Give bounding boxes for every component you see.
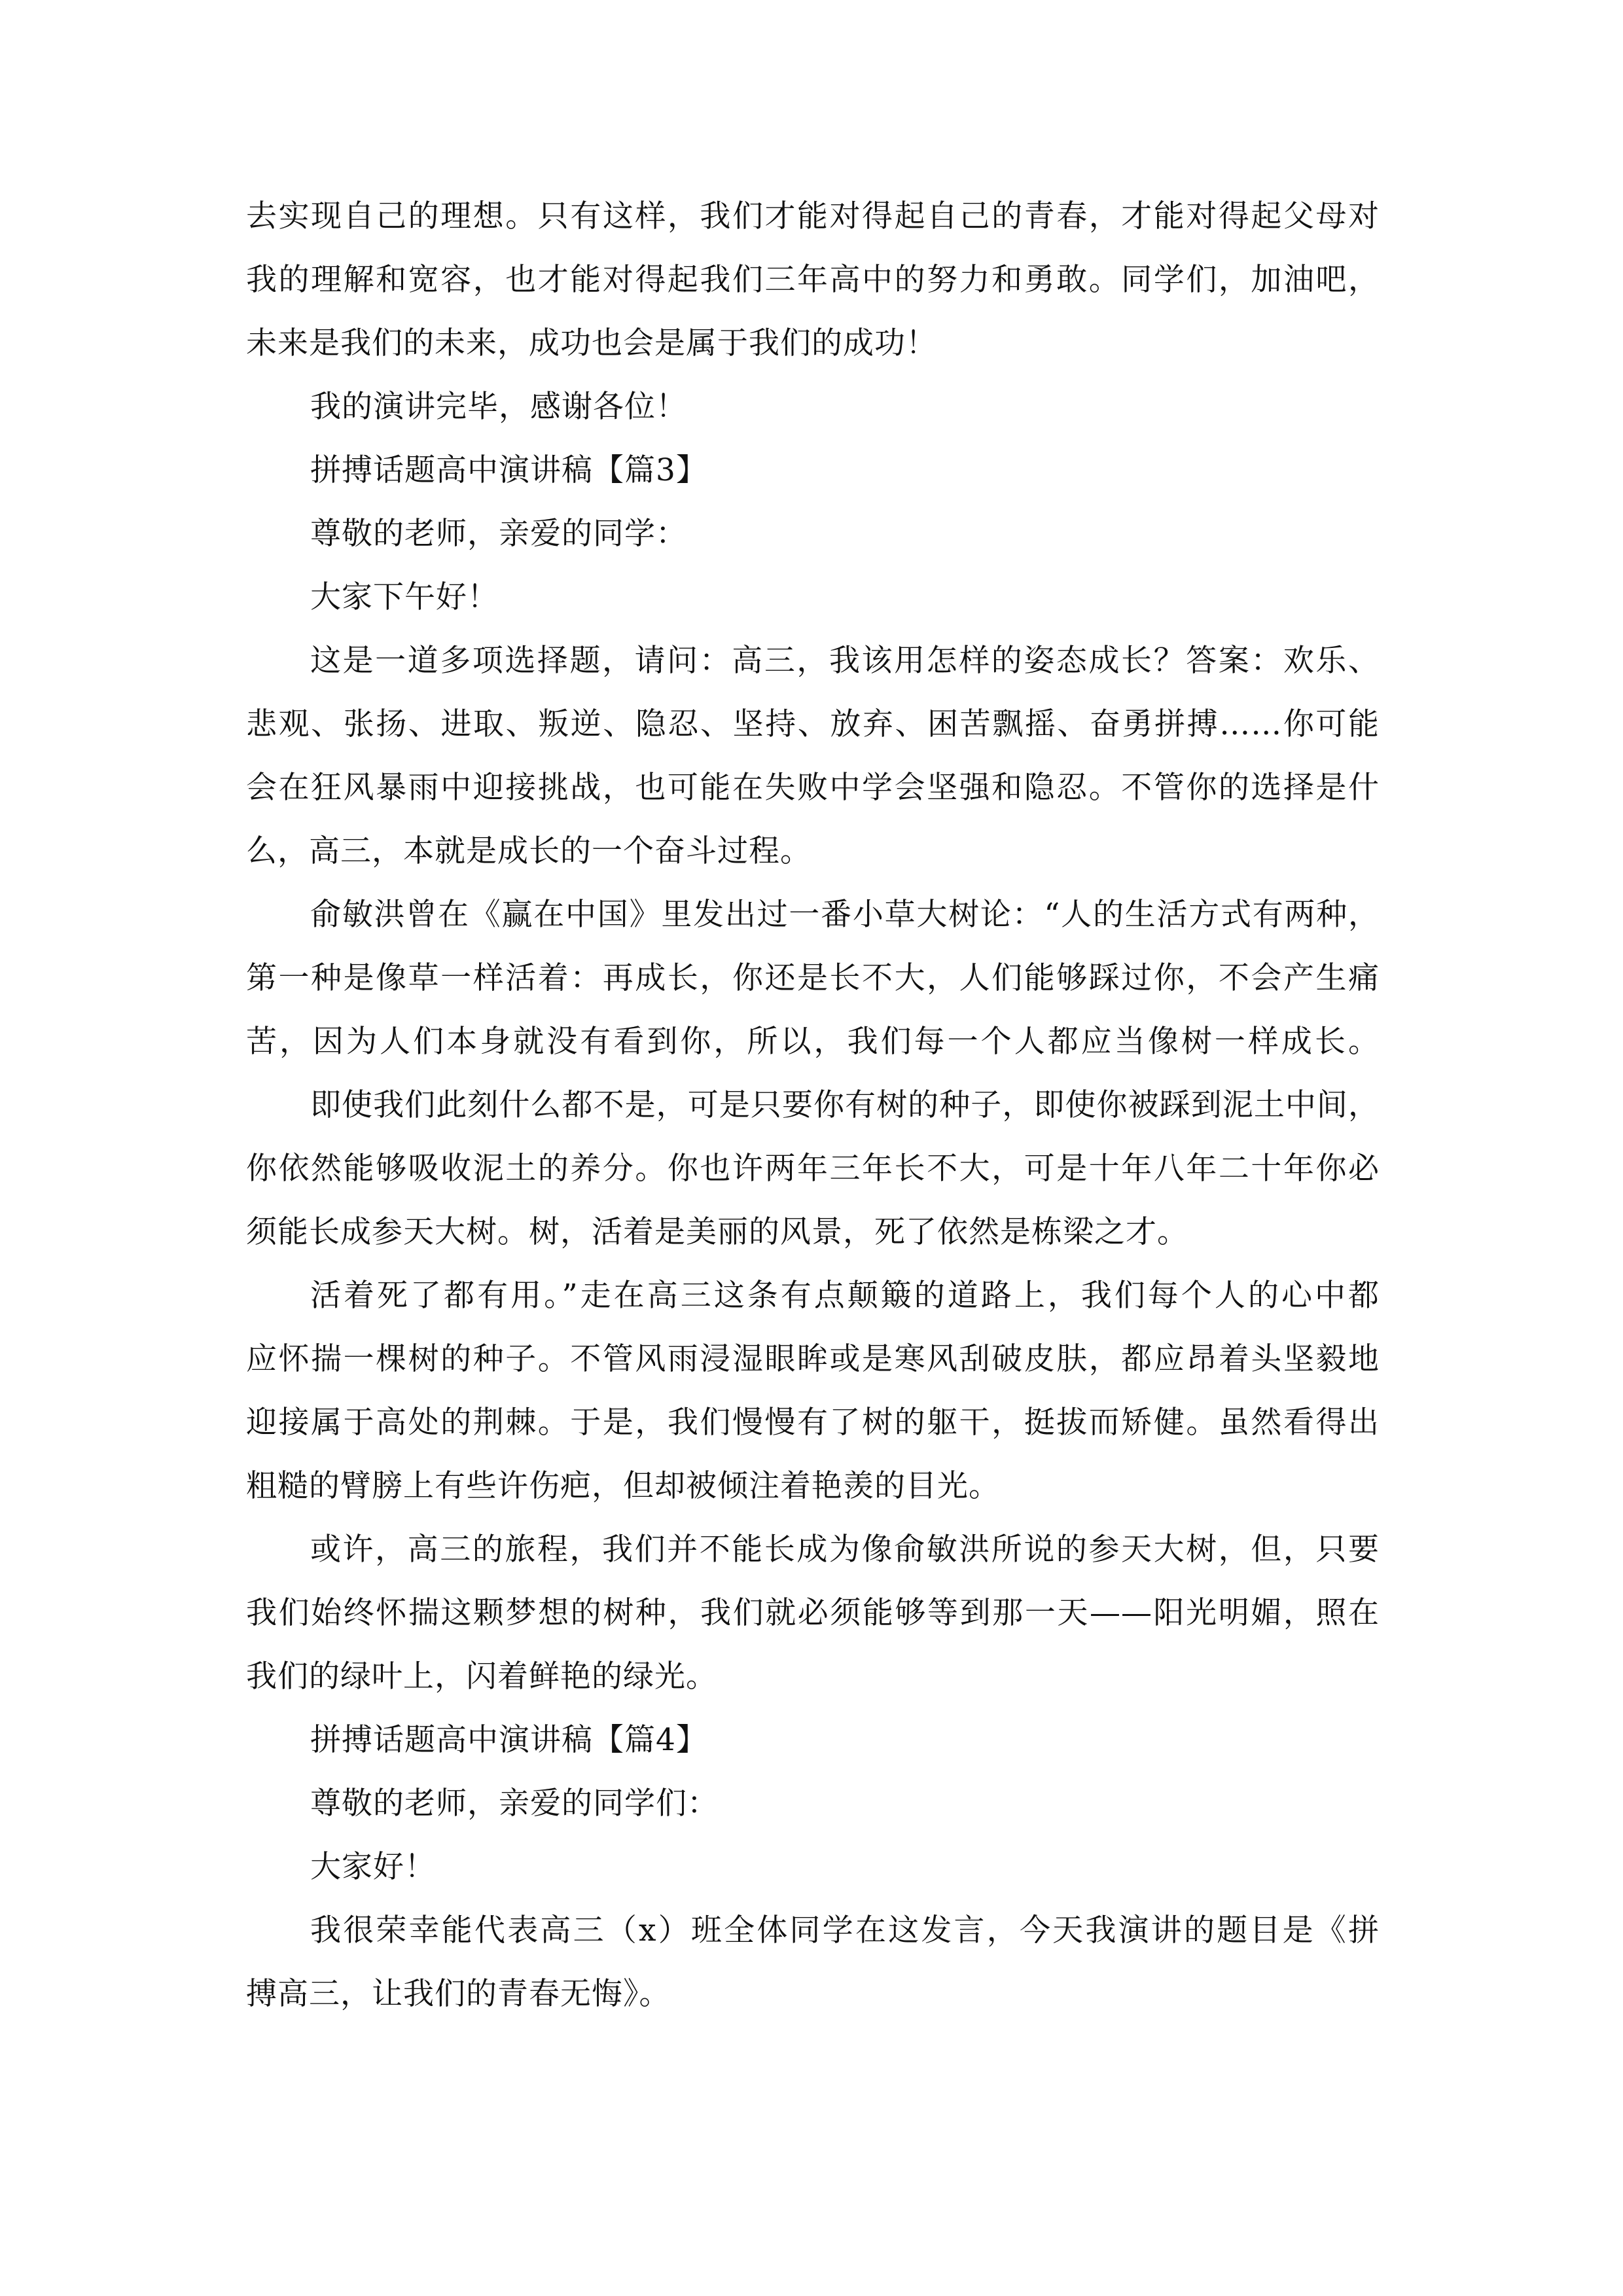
text-line: 迎接属于高处的荆棘。于是，我们慢慢有了树的躯干，挺拔而矫健。虽然看得出 bbox=[246, 1405, 1380, 1441]
salutation: 尊敬的老师，亲爱的同学： bbox=[310, 516, 687, 552]
salutation: 尊敬的老师，亲爱的同学们： bbox=[310, 1785, 719, 1821]
text-line: 须能长成参天大树。树，活着是美丽的风景，死了依然是栋梁之才。 bbox=[246, 1214, 1188, 1250]
text-line: 我的演讲完毕，感谢各位！ bbox=[310, 389, 687, 425]
text-line: 即使我们此刻什么都不是，可是只要你有树的种子，即使你被踩到泥土中间， bbox=[310, 1087, 1380, 1123]
text-line: 我们始终怀揣这颗梦想的树种，我们就必须能够等到那一天——阳光明媚，照在 bbox=[246, 1595, 1380, 1631]
text-line: 苦，因为人们本身就没有看到你，所以，我们每一个人都应当像树一样成长。 bbox=[246, 1024, 1380, 1060]
text-line: 活着死了都有用。”走在高三这条有点颠簸的道路上，我们每个人的心中都 bbox=[310, 1278, 1380, 1314]
text-line: 你依然能够吸收泥土的养分。你也许两年三年长不大，可是十年八年二十年你必 bbox=[246, 1151, 1380, 1187]
text-line: 悲观、张扬、进取、叛逆、隐忍、坚持、放弃、困苦飘摇、奋勇拼搏……你可能 bbox=[246, 706, 1380, 742]
text-line: 第一种是像草一样活着：再成长，你还是长不大，人们能够踩过你，不会产生痛 bbox=[246, 960, 1380, 996]
greeting: 大家好！ bbox=[310, 1849, 436, 1885]
text-line: 去实现自己的理想。只有这样，我们才能对得起自己的青春，才能对得起父母对 bbox=[246, 198, 1380, 234]
section-heading: 拼搏话题高中演讲稿【篇4】 bbox=[310, 1722, 707, 1758]
text-line: 或许，高三的旅程，我们并不能长成为像俞敏洪所说的参天大树，但，只要 bbox=[310, 1532, 1380, 1568]
text-line: 么，高三，本就是成长的一个奋斗过程。 bbox=[246, 833, 812, 869]
section-heading: 拼搏话题高中演讲稿【篇3】 bbox=[310, 452, 707, 488]
text-line: 未来是我们的未来，成功也会是属于我们的成功！ bbox=[246, 325, 937, 361]
text-line: 俞敏洪曾在《赢在中国》里发出过一番小草大树论：“人的生活方式有两种， bbox=[310, 897, 1380, 933]
text-line: 粗糙的臂膀上有些许伤疤，但却被倾注着艳羡的目光。 bbox=[246, 1468, 1000, 1504]
greeting: 大家下午好！ bbox=[310, 579, 499, 615]
text-line: 我的理解和宽容，也才能对得起我们三年高中的努力和勇敢。同学们，加油吧， bbox=[246, 262, 1380, 298]
text-line: 应怀揣一棵树的种子。不管风雨浸湿眼眸或是寒风刮破皮肤，都应昂着头坚毅地 bbox=[246, 1341, 1380, 1377]
text-line: 这是一道多项选择题，请问：高三，我该用怎样的姿态成长？答案：欢乐、 bbox=[310, 643, 1380, 679]
text-line: 我们的绿叶上，闪着鲜艳的绿光。 bbox=[246, 1659, 717, 1695]
text-line: 我很荣幸能代表高三（x）班全体同学在这发言，今天我演讲的题目是《拼 bbox=[310, 1912, 1380, 1948]
text-line: 搏高三，让我们的青春无悔》。 bbox=[246, 1976, 671, 2012]
text-line: 会在狂风暴雨中迎接挑战，也可能在失败中学会坚强和隐忍。不管你的选择是什 bbox=[246, 770, 1380, 806]
